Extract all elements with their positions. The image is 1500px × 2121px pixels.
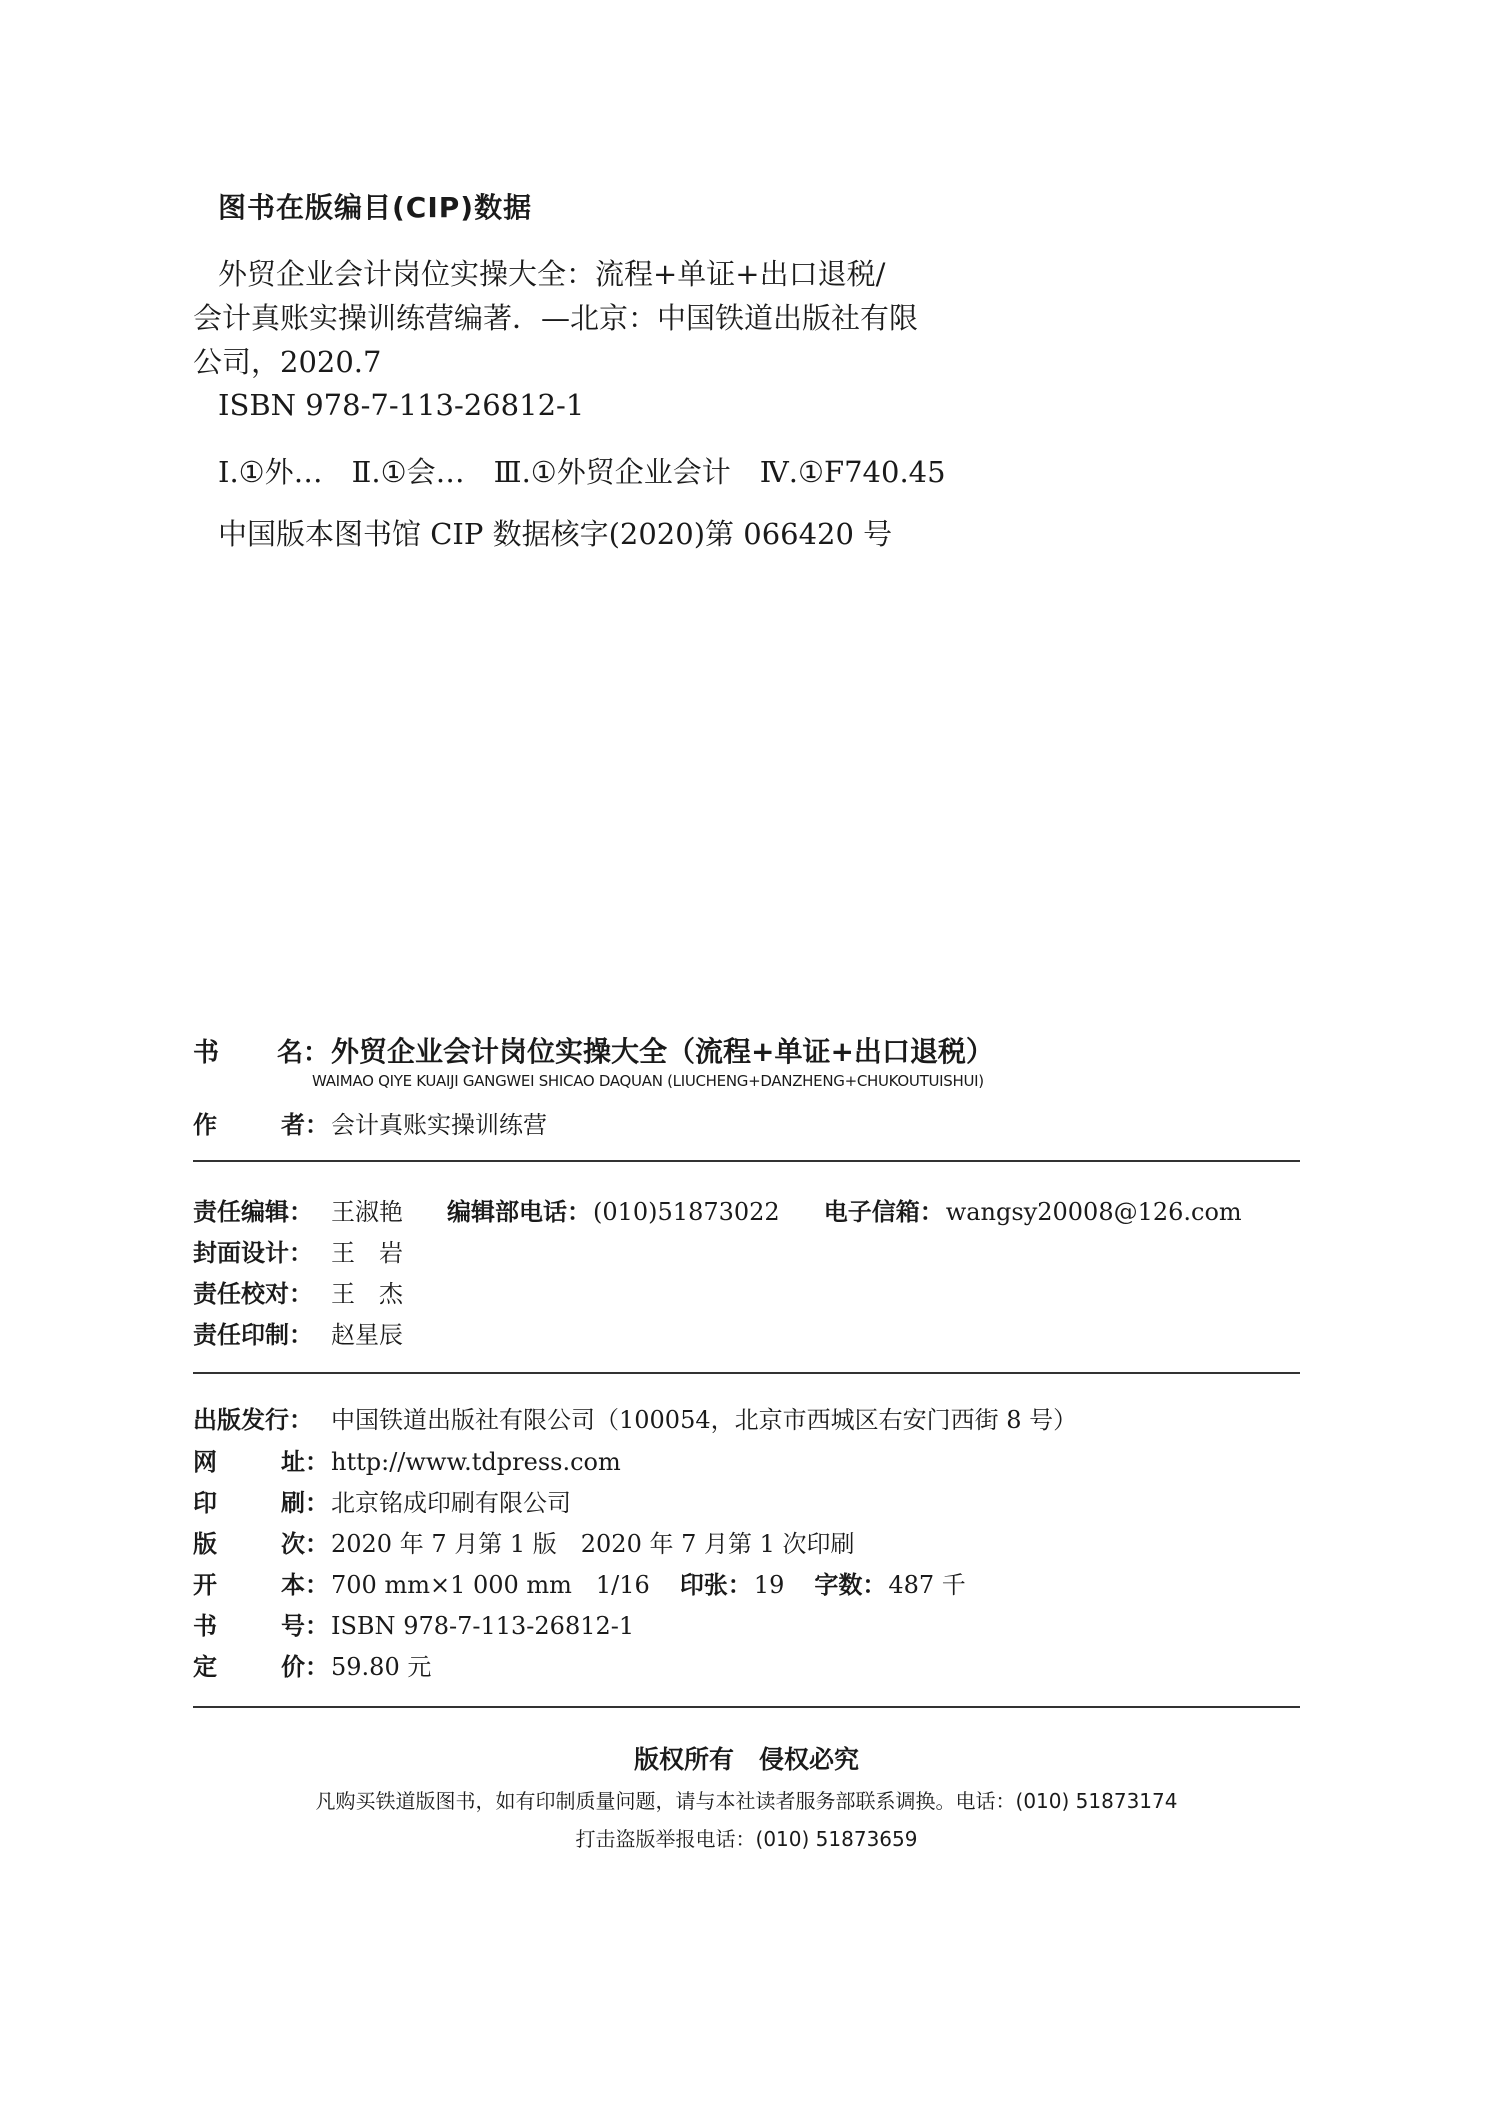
book-name-label-char1: 书	[193, 1038, 220, 1068]
cip-line-classification: Ⅰ.①外… Ⅱ.①会… Ⅲ.①外贸企业会计 Ⅳ.①F740.45	[218, 455, 946, 489]
piracy-report: 打击盗版举报电话：(010) 51873659	[575, 1827, 918, 1851]
quality-notice: 凡购买铁道版图书，如有印制质量问题，请与本社读者服务部联系调换。电话：(010) 51873174	[315, 1789, 1178, 1813]
printer-value: 北京铭成印刷有限公司	[331, 1489, 571, 1517]
edition-value: 2020 年 7 月第 1 版 2020 年 7 月第 1 次印刷	[331, 1530, 855, 1558]
format-row	[193, 1565, 966, 1600]
edition-label	[193, 1524, 329, 1559]
cover-design-label: 封面设计：	[193, 1239, 313, 1267]
words-value: 487 千	[888, 1571, 966, 1599]
format-label	[193, 1565, 329, 1600]
cip-line-date: 公司，2020.7	[193, 345, 382, 379]
website-label-char1: 网	[193, 1448, 217, 1476]
cip-line-author: 会计真账实操训练营编著．—北京：中国铁道出版社有限	[193, 301, 919, 335]
cip-line-title: 外贸企业会计岗位实操大全：流程+单证+出口退税/	[218, 257, 886, 291]
edition-label-char1: 版	[193, 1530, 217, 1558]
printer-label-char2: 刷：	[281, 1489, 329, 1517]
format-label-char2: 本：	[281, 1571, 329, 1599]
book-name-label-char2: 名：	[276, 1038, 329, 1068]
book-name-label	[193, 1032, 329, 1069]
editor-row	[193, 1192, 1242, 1227]
cover-design-value: 王 岩	[331, 1239, 403, 1267]
isbn-label-char2: 号：	[281, 1612, 329, 1640]
divider-bottom	[193, 1706, 1300, 1708]
price-value: 59.80 元	[331, 1653, 432, 1681]
publisher-label: 出版发行：	[193, 1406, 313, 1434]
author-label-char1: 作	[193, 1111, 217, 1139]
print-director-value: 赵星辰	[331, 1321, 403, 1349]
website-label	[193, 1442, 329, 1477]
author-row	[193, 1105, 547, 1140]
format-label-char1: 开	[193, 1571, 217, 1599]
website-value: http://www.tdpress.com	[331, 1448, 621, 1476]
book-name-value: 外贸企业会计岗位实操大全（流程+单证+出口退税）	[331, 1035, 994, 1068]
price-label-char1: 定	[193, 1653, 217, 1681]
editor-label: 责任编辑：	[193, 1198, 313, 1226]
book-name-row	[193, 1030, 994, 1070]
isbn-value: ISBN 978-7-113-26812-1	[331, 1612, 635, 1640]
words-label: 字数：	[814, 1571, 887, 1599]
publisher-row	[193, 1400, 1077, 1435]
proofreader-value: 王 杰	[331, 1280, 403, 1308]
sheets-value: 19	[753, 1571, 785, 1599]
printer-label	[193, 1483, 329, 1518]
sheets-label: 印张：	[679, 1571, 752, 1599]
copyright-notice: 版权所有 侵权必究	[633, 1745, 859, 1774]
edition-label-char2: 次：	[281, 1530, 329, 1558]
author-label	[193, 1105, 329, 1140]
proofreader-label: 责任校对：	[193, 1280, 313, 1308]
isbn-label	[193, 1606, 329, 1641]
email-value: wangsy20008@126.com	[945, 1198, 1242, 1226]
print-director-label: 责任印制：	[193, 1321, 313, 1349]
cip-line-record: 中国版本图书馆 CIP 数据核字(2020)第 066420 号	[218, 517, 893, 551]
dept-phone-value: (010)51873022	[593, 1198, 780, 1226]
printer-row	[193, 1483, 571, 1518]
cip-line-isbn: ISBN 978-7-113-26812-1	[218, 388, 585, 422]
website-label-char2: 址：	[281, 1448, 329, 1476]
format-value: 700 mm×1 000 mm 1/16	[331, 1571, 650, 1599]
edition-row	[193, 1524, 855, 1559]
cover-design-row	[193, 1233, 403, 1268]
price-label-char2: 价：	[281, 1653, 329, 1681]
price-row	[193, 1647, 431, 1682]
dept-phone-label: 编辑部电话：	[447, 1198, 591, 1226]
book-name-pinyin: WAIMAO QIYE KUAIJI GANGWEI SHICAO DAQUAN (LIUCHENG+DANZHENG+CHUKOUTUISHUI)	[312, 1072, 984, 1090]
price-label	[193, 1647, 329, 1682]
print-director-row	[193, 1315, 403, 1350]
divider-top	[193, 1160, 1300, 1162]
author-label-char2: 者：	[281, 1111, 329, 1139]
cip-heading: 图书在版编目(CIP)数据	[218, 191, 533, 224]
divider-middle	[193, 1372, 1300, 1374]
website-row	[193, 1442, 621, 1477]
email-label: 电子信箱：	[823, 1198, 944, 1226]
author-value: 会计真账实操训练营	[331, 1111, 547, 1139]
editor-value: 王淑艳	[331, 1198, 403, 1226]
isbn-row	[193, 1606, 634, 1641]
printer-label-char1: 印	[193, 1489, 217, 1517]
publisher-value: 中国铁道出版社有限公司（100054，北京市西城区右安门西街 8 号）	[331, 1406, 1078, 1434]
isbn-label-char1: 书	[193, 1612, 217, 1640]
proofreader-row	[193, 1274, 403, 1309]
